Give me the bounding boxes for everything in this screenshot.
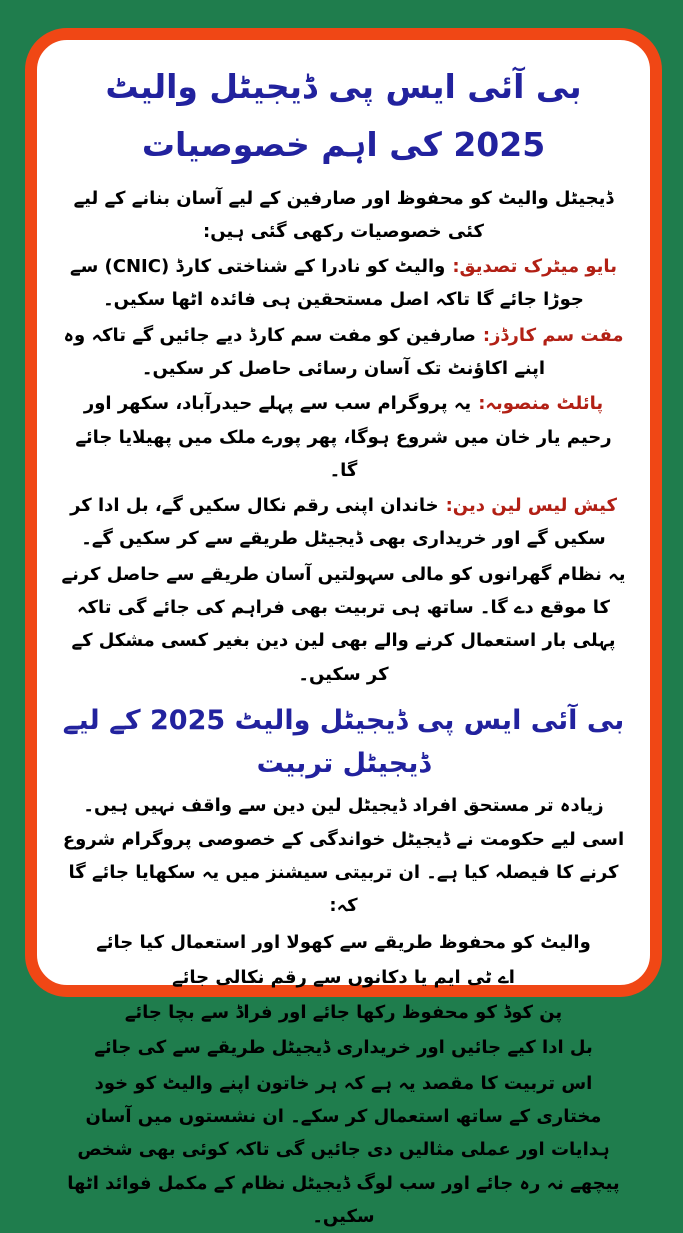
feature-biometric-text: والیٹ کو نادرا کے شناختی کارڈ (CNIC) سے جوڑا جائے گا تاکہ اصل مستحقین ہی فائدہ اٹھا سکیں۔ bbox=[70, 256, 584, 311]
poster-card bbox=[25, 28, 662, 1228]
section2-title: بی آئی ایس پی ڈیجیٹل والیٹ 2025 کے لیے ڈیجیٹل تربیت bbox=[62, 704, 625, 780]
feature-cashless bbox=[61, 489, 626, 556]
feature-free-sim bbox=[61, 319, 626, 386]
training-points-list bbox=[61, 925, 626, 1065]
training-point-withdraw: اے ٹی ایم یا دکانوں سے رقم نکالی جائے bbox=[172, 966, 515, 988]
feature-cashless-label: کیش لیس لین دین: bbox=[445, 495, 617, 517]
feature-pilot-label: پائلٹ منصوبہ: bbox=[478, 393, 604, 415]
training-point-pin-safety: پن کوڈ کو محفوظ رکھا جائے اور فراڈ سے بچا جائے bbox=[124, 1001, 563, 1023]
section2-intro: زیادہ تر مستحق افراد ڈیجیٹل لین دین سے واقف نہیں ہیں۔ اسی لیے حکومت نے ڈیجیٹل خواندگی کے خصوصی پروگرام شروع کرنے کا فیصلہ کیا ہے۔ ان تربیتی سیشنز میں یہ سکھایا جائے گا کہ: bbox=[62, 795, 625, 917]
feature-pilot bbox=[61, 387, 626, 487]
section1-note: یہ نظام گھرانوں کو مالی سہولتیں آسان طریقے سے حاصل کرنے کا موقع دے گا۔ ساتھ ہی تربیت بھی فراہم کی جائے گی تاکہ پہلی بار استعمال کرنے والے بھی لین دین بغیر کسی مشکل کے کر سکیں۔ bbox=[61, 563, 626, 685]
training-point-open-wallet: والیٹ کو محفوظ طریقے سے کھولا اور استعمال کیا جائے bbox=[96, 931, 591, 953]
feature-pilot-text: یہ پروگرام سب سے پہلے حیدرآباد، سکھر اور رحیم یار خان میں شروع ہوگا، پھر پورے ملک میں پھیلایا جائے گا۔ bbox=[75, 393, 612, 481]
section1-title: بی آئی ایس پی ڈیجیٹل والیٹ 2025 کی اہم خصوصیات bbox=[105, 67, 582, 164]
feature-cashless-text: خاندان اپنی رقم نکال سکیں گے، بل ادا کر سکیں گے اور خریداری بھی ڈیجیٹل طریقے سے کر سکیں گے۔ bbox=[70, 495, 606, 550]
training-point-bills-shopping: بل ادا کیے جائیں اور خریداری ڈیجیٹل طریقے سے کی جائے bbox=[94, 1036, 593, 1058]
section2-closing: اس تربیت کا مقصد یہ ہے کہ ہر خاتون اپنے والیٹ کو خود مختاری کے ساتھ استعمال کر سکے۔ ان نشستوں میں آسان ہدایات اور عملی مثالیں دی جائیں گی تاکہ کوئی بھی شخص پیچھے نہ رہ جائے اور سب لوگ ڈیجیٹل نظام کے مکمل فوائد اٹھا سکیں۔ bbox=[67, 1072, 620, 1228]
section1-intro: ڈیجیٹل والیٹ کو محفوظ اور صارفین کے لیے آسان بنانے کے لیے کئی خصوصیات رکھی گئی ہیں: bbox=[73, 187, 614, 242]
feature-biometric-label: بایو میٹرک تصدیق: bbox=[452, 256, 617, 278]
feature-biometric bbox=[61, 250, 626, 317]
feature-free-sim-label: مفت سم کارڈز: bbox=[482, 324, 624, 346]
feature-free-sim-text: صارفین کو مفت سم کارڈ دیے جائیں گے تاکہ وہ اپنے اکاؤنٹ تک آسان رسائی حاصل کر سکیں۔ bbox=[63, 324, 546, 379]
